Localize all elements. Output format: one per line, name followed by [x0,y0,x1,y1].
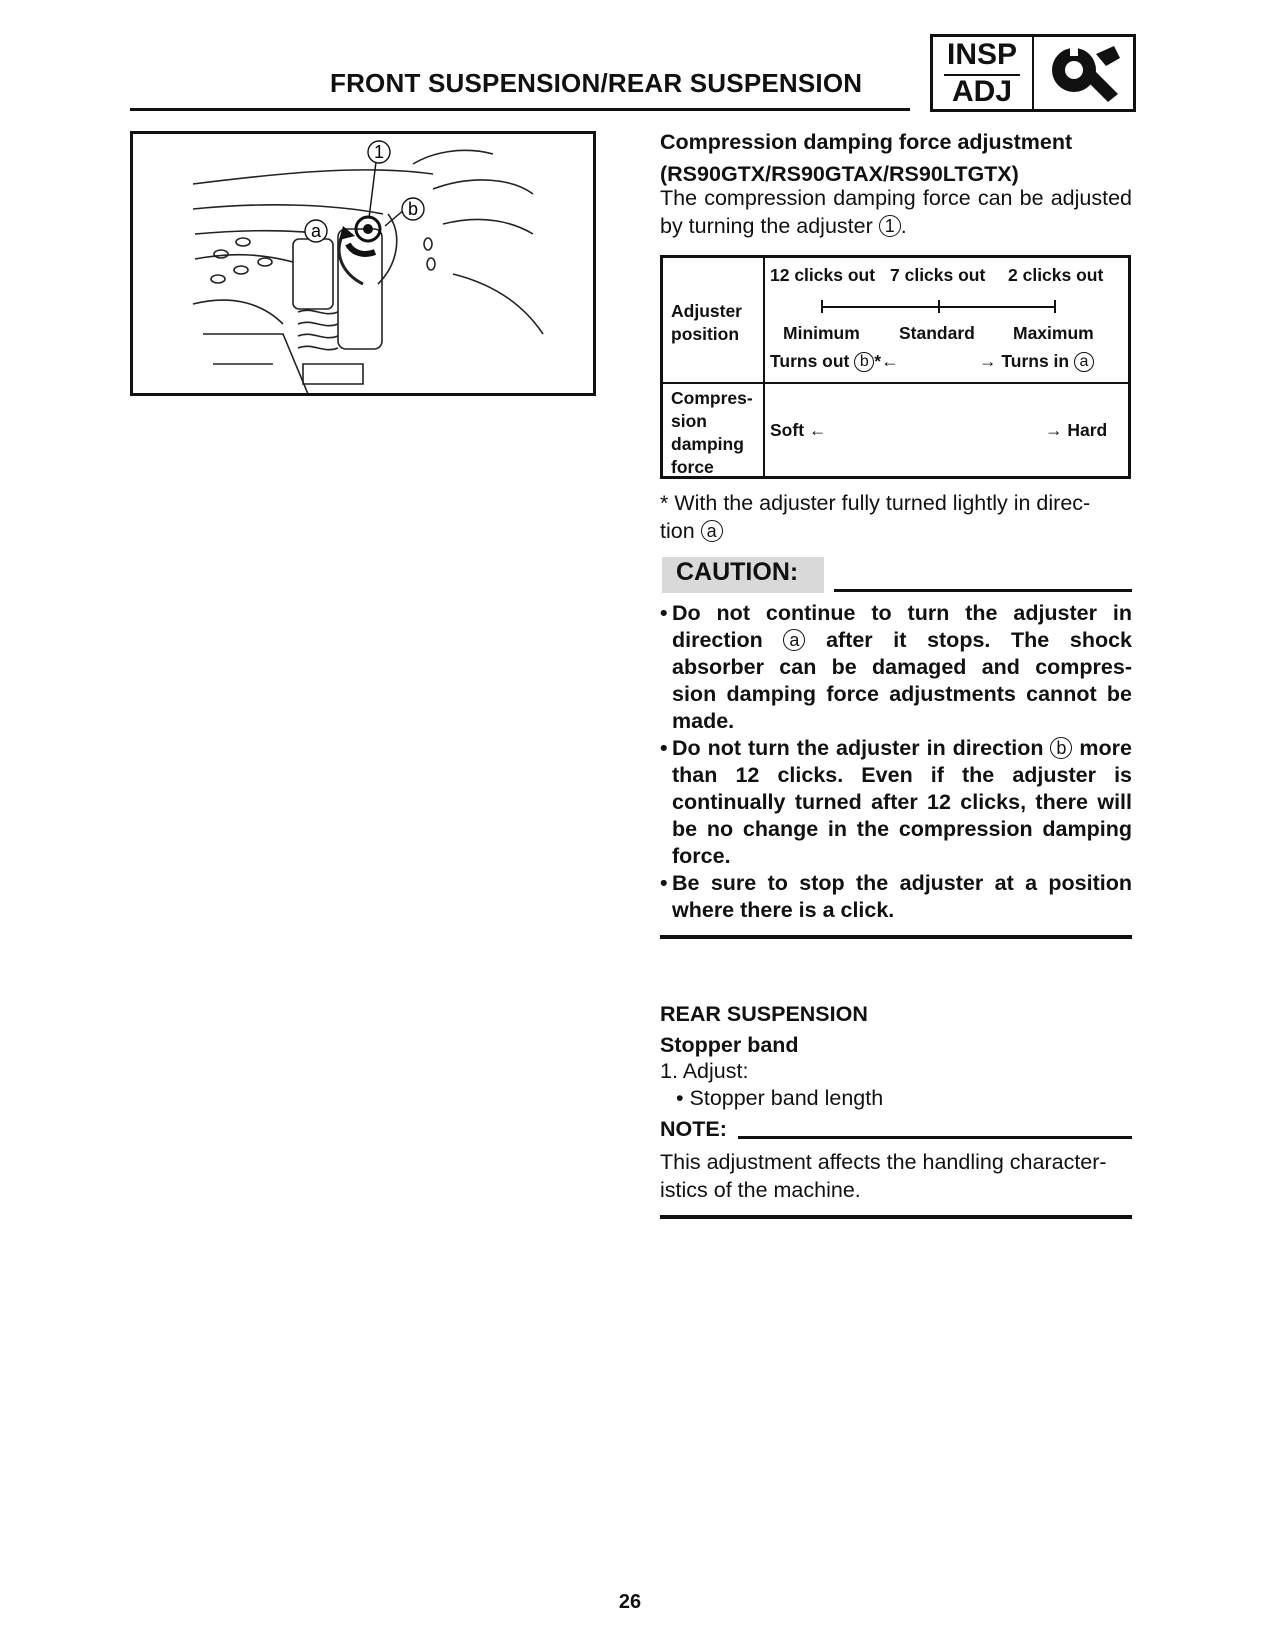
note-rule [738,1136,1132,1139]
position-maximum: Maximum [1013,323,1094,343]
page-number: 26 [618,1591,642,1613]
badge-divider [1032,34,1034,112]
row-label-adjuster-position: Adjuster position [671,301,742,344]
compression-body [660,184,1132,240]
step-1: 1. Adjust: [660,1059,749,1083]
compression-body-text: The compression damping force can be adjusted by turning the adjuster [660,186,1132,238]
table-row-divider [663,382,1128,384]
note-line-1: This adjustment affects the handling character- [660,1150,1107,1174]
bullet: • [660,736,668,760]
badge-adj-label: ADJ [951,75,1012,108]
caution-list [660,600,1132,924]
turns-out-text: Turns out [770,351,850,371]
footnote-line1: * With the adjuster fully turned lightly in direc- [660,491,1091,515]
scale-tick-std [938,300,940,313]
row-label-compression-force: Compres- sion damping force [671,388,753,477]
table-footnote [660,489,1132,545]
illustration-drawing [133,134,596,396]
caution-item-1 [660,600,1132,735]
turns-out-suffix: *← [874,351,899,371]
stopper-band-heading: Stopper band [660,1033,799,1057]
caution-item-2-pre: Do not turn the adjuster in direction [672,736,1044,760]
turns-in-text: → Turns in [979,351,1070,371]
caution-end-rule [660,935,1132,939]
badge-insp-label: INSP [946,38,1018,71]
footnote-ref-a: a [701,520,723,542]
caution-ref-b: b [1050,737,1072,759]
shock-absorber-illustration [130,131,596,396]
position-minimum: Minimum [783,323,860,343]
note-body [660,1148,1132,1204]
force-soft: Soft ← [770,420,827,440]
compression-body-end: . [900,214,907,238]
adjustment-table [660,255,1131,479]
adjuster-ref-1: 1 [879,215,901,237]
callout-1: 1 [373,142,385,162]
table-col-divider [763,258,765,476]
rear-suspension-heading: REAR SUSPENSION [660,1002,868,1026]
note-label: NOTE: [660,1117,727,1141]
caution-item-3 [660,870,1132,924]
direction-a-ref: a [1074,352,1094,372]
direction-b-ref: b [854,352,874,372]
footnote-line2 [660,517,1132,545]
compression-heading [660,126,1132,190]
clicks-2-out: 2 clicks out [1008,265,1104,285]
bullet: • [660,601,668,625]
scale-tick-max [1054,300,1056,313]
header-rule [130,108,910,111]
compression-heading-line1: Compression damping force adjustment [660,130,1073,154]
bullet: • [660,871,668,895]
callout-a: a [310,221,322,241]
clicks-12-out: 12 clicks out [770,265,876,285]
caution-item-2-post: more than 12 clicks. Even if the adjuster is continually turned after 12 clicks, there will be no change in the compression damping force. [672,736,1132,868]
note-line-2: istics of the machine. [660,1178,861,1202]
page-title: FRONT SUSPENSION/REAR SUSPENSION [330,68,863,98]
note-end-rule [660,1215,1132,1219]
wrench-icon [1044,40,1128,106]
caution-rule [834,589,1132,592]
step-1-bullet: • Stopper band length [676,1086,884,1110]
caution-item-1-post: after it stops. The shock absorber can be damaged and compres- sion damping force adjustments cannot be made. [672,628,1132,733]
position-standard: Standard [899,323,975,343]
force-hard: → Hard [1045,420,1108,440]
caution-ref-a: a [783,629,805,651]
clicks-7-out: 7 clicks out [890,265,986,285]
turns-in-label [979,350,1094,373]
turns-out-label [770,350,899,373]
caution-label: CAUTION: [676,558,799,586]
compression-heading-line2: (RS90GTX/RS90GTAX/RS90LTGTX) [660,162,1019,186]
callout-b: b [407,199,419,219]
footnote-line2-text: tion [660,519,695,543]
scale-tick-min [821,300,823,313]
caution-item-3-text: Be sure to stop the adjuster at a position where there is a click. [672,871,1132,922]
caution-item-2 [660,735,1132,870]
caution-item-1-pre: Do not continue to turn the adjuster in direction [672,601,1132,652]
